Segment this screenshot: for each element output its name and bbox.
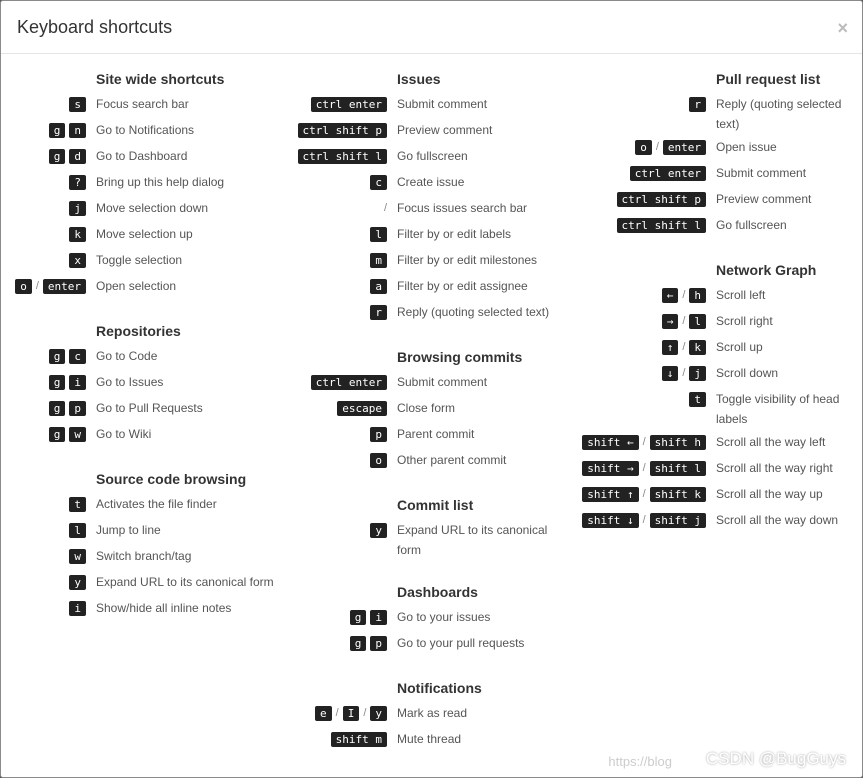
key-badge: i [370,610,387,625]
shortcut-keys [1,273,86,295]
shortcut-keys [1,221,86,243]
shortcut-keys [1,569,86,591]
shortcut-row [1,117,291,143]
key-badge: shift ↓ [582,513,638,528]
shortcut-description: Go to your issues [397,610,491,624]
shortcut-description: Scroll all the way left [716,435,826,449]
shortcut-keys [1,595,86,617]
key-badge: ctrl enter [630,166,706,181]
shortcut-section [291,582,581,656]
shortcut-keys [1,117,86,139]
key-badge: l [689,314,706,329]
shortcut-description: Focus issues search bar [397,201,528,215]
shortcut-description: Reply (quoting selected text) [397,305,550,319]
key-badge: shift m [331,732,387,747]
key-badge: p [370,427,387,442]
shortcut-row [581,481,862,507]
shortcut-description: Mark as read [397,706,468,720]
key-separator: / [383,202,387,214]
key-badge: l [69,523,86,538]
shortcut-keys [581,91,706,113]
key-badge: x [69,253,86,268]
key-badge: w [69,427,86,442]
shortcut-keys [581,386,706,408]
shortcut-row [291,273,581,299]
key-badge: I [343,706,360,721]
shortcut-description: Go to Issues [96,375,164,389]
shortcut-section [291,495,581,560]
key-badge: ← [662,288,679,303]
shortcut-keys [1,91,86,113]
key-badge: → [662,314,679,329]
key-badge: a [370,279,387,294]
key-badge: ctrl enter [311,97,387,112]
shortcut-row [291,630,581,656]
shortcut-keys [1,343,86,365]
watermark-faint: https://blog [608,754,672,769]
shortcut-description: Parent commit [397,427,475,441]
key-badge: shift l [650,461,706,476]
key-badge: e [315,706,332,721]
shortcut-keys [1,143,86,165]
shortcut-row [1,543,291,569]
key-badge: ctrl shift l [617,218,706,233]
shortcut-section [581,69,862,238]
shortcut-row [1,491,291,517]
shortcut-row [1,395,291,421]
shortcut-description: Filter by or edit milestones [397,253,538,267]
key-badge: t [69,497,86,512]
shortcut-keys [291,447,387,469]
shortcut-description: Scroll all the way up [716,487,823,501]
shortcut-description: Go to your pull requests [397,636,525,650]
key-separator: / [642,462,646,474]
shortcut-row [581,186,862,212]
key-badge: shift ↑ [582,487,638,502]
key-badge: escape [337,401,387,416]
shortcut-keys [581,134,706,156]
key-badge: shift h [650,435,706,450]
key-badge: enter [43,279,86,294]
key-badge: k [689,340,706,355]
shortcut-description: Scroll left [716,288,766,302]
shortcut-keys [291,169,387,191]
section-title: Repositories [96,323,181,339]
key-badge: ctrl enter [311,375,387,390]
shortcut-row [581,134,862,160]
key-badge: shift → [582,461,638,476]
key-badge: g [49,375,66,390]
shortcut-row [1,369,291,395]
modal-title: Keyboard shortcuts [17,17,173,37]
section-title: Browsing commits [397,349,523,365]
shortcut-description: Open selection [96,279,177,293]
key-badge: s [69,97,86,112]
key-badge: t [689,392,706,407]
section-title: Network Graph [716,262,817,278]
shortcut-row [291,299,581,325]
key-badge: h [689,288,706,303]
shortcut-row [291,447,581,473]
shortcut-description: Jump to line [96,523,161,537]
shortcut-description: Go fullscreen [397,149,468,163]
key-badge: r [689,97,706,112]
shortcut-keys [1,491,86,513]
shortcut-keys [581,160,706,182]
shortcut-description: Close form [397,401,456,415]
shortcut-description: Open issue [716,140,777,154]
shortcut-description: Show/hide all inline notes [96,601,232,615]
shortcut-description: Go to Notifications [96,123,195,137]
shortcut-row [581,334,862,360]
shortcut-keys [581,308,706,330]
shortcut-row [291,421,581,447]
key-badge: p [370,636,387,651]
section-title: Notifications [397,680,482,696]
shortcut-keys [581,282,706,304]
shortcut-row [1,221,291,247]
shortcut-keys [291,117,387,139]
shortcut-row [1,143,291,169]
shortcut-row [581,360,862,386]
shortcut-section [291,69,581,325]
key-badge: ctrl shift p [298,123,387,138]
key-separator: / [682,341,686,353]
key-separator: / [655,141,659,153]
shortcut-description: Submit comment [716,166,807,180]
shortcut-row [291,221,581,247]
shortcut-keys [1,247,86,269]
key-separator: / [682,289,686,301]
shortcut-keys [291,726,387,748]
key-badge: g [49,401,66,416]
shortcut-description: Move selection up [96,227,193,241]
shortcut-keys [291,421,387,443]
key-badge: g [49,149,66,164]
shortcut-row [581,386,862,429]
key-badge: ↓ [662,366,679,381]
shortcut-keys [291,604,387,626]
shortcut-row [291,395,581,421]
column-1 [1,69,291,621]
shortcut-description: Go to Wiki [96,427,152,441]
shortcut-keys [291,517,387,539]
shortcut-description: Reply (quoting selected text) [716,97,842,131]
section-title: Pull request list [716,71,821,87]
key-badge: i [69,375,86,390]
key-separator: / [35,280,39,292]
close-icon[interactable]: × [837,18,848,38]
shortcut-row [291,195,581,221]
key-badge: y [69,575,86,590]
shortcut-keys [1,195,86,217]
shortcut-description: Preview comment [397,123,493,137]
shortcut-description: Scroll up [716,340,763,354]
shortcut-keys [291,630,387,652]
shortcut-description: Scroll down [716,366,779,380]
shortcut-row [1,247,291,273]
shortcut-description: Toggle visibility of head labels [716,392,840,426]
key-badge: ctrl shift l [298,149,387,164]
key-badge: c [69,349,86,364]
key-badge: g [350,636,367,651]
shortcut-keys [581,455,706,477]
shortcut-row [581,455,862,481]
shortcut-row [1,195,291,221]
shortcut-keys [291,221,387,243]
key-badge: p [69,401,86,416]
key-badge: l [370,227,387,242]
key-badge: i [69,601,86,616]
shortcut-keys [581,186,706,208]
section-title: Issues [397,71,441,87]
shortcut-row [291,91,581,117]
key-badge: o [635,140,652,155]
shortcut-section [581,260,862,533]
shortcut-keys [1,543,86,565]
key-separator: / [335,707,339,719]
shortcut-description: Bring up this help dialog [96,175,225,189]
key-badge: shift j [650,513,706,528]
shortcut-description: Expand URL to its canonical form [96,575,274,589]
shortcut-description: Move selection down [96,201,209,215]
shortcut-description: Filter by or edit assignee [397,279,528,293]
shortcut-keys [1,517,86,539]
key-badge: j [69,201,86,216]
shortcut-keys [581,212,706,234]
shortcut-row [291,117,581,143]
shortcut-description: Filter by or edit labels [397,227,512,241]
key-badge: g [49,123,66,138]
shortcut-row [1,343,291,369]
shortcut-row [581,308,862,334]
shortcut-row [291,517,581,560]
shortcut-row [581,91,862,134]
shortcut-row [1,421,291,447]
key-badge: r [370,305,387,320]
shortcut-row [291,369,581,395]
key-badge: c [370,175,387,190]
shortcut-keys [291,247,387,269]
shortcut-row [291,247,581,273]
key-badge: g [49,349,66,364]
key-badge: y [370,523,387,538]
shortcut-section [291,347,581,473]
shortcut-section [1,69,291,299]
shortcut-keys [581,360,706,382]
key-separator: / [682,315,686,327]
key-badge: j [689,366,706,381]
key-badge: m [370,253,387,268]
key-badge: k [69,227,86,242]
shortcut-row [291,700,581,726]
shortcut-keys [581,507,706,529]
shortcut-row [1,169,291,195]
shortcut-description: Switch branch/tag [96,549,192,563]
key-badge: o [15,279,32,294]
shortcut-row [1,569,291,595]
shortcut-keys [1,421,86,443]
key-separator: / [642,514,646,526]
column-2 [291,69,581,752]
shortcut-keys [291,195,387,217]
shortcut-description: Create issue [397,175,465,189]
section-title: Source code browsing [96,471,247,487]
key-badge: shift k [650,487,706,502]
shortcut-row [291,169,581,195]
key-badge: o [370,453,387,468]
key-badge: d [69,149,86,164]
key-badge: y [370,706,387,721]
shortcut-description: Preview comment [716,192,812,206]
shortcut-row [291,143,581,169]
shortcut-keys [291,700,387,722]
shortcut-description: Focus search bar [96,97,189,111]
watermark: CSDN @BugGuys [705,749,846,768]
shortcut-keys [291,299,387,321]
shortcut-keys [581,334,706,356]
key-badge: n [69,123,86,138]
modal-header [1,1,862,54]
shortcut-keys [1,169,86,191]
shortcut-section [291,678,581,752]
shortcut-row [581,507,862,533]
shortcut-description: Go fullscreen [716,218,787,232]
shortcut-row [581,160,862,186]
key-badge: g [350,610,367,625]
shortcut-keys [291,91,387,113]
section-title: Dashboards [397,584,478,600]
key-badge: g [49,427,66,442]
shortcut-row [1,91,291,117]
shortcut-section [1,469,291,621]
shortcut-keys [291,369,387,391]
shortcut-keys [291,143,387,165]
key-separator: / [642,488,646,500]
shortcut-keys [1,369,86,391]
section-title: Commit list [397,497,474,513]
shortcut-keys [581,481,706,503]
shortcut-description: Toggle selection [96,253,183,267]
key-badge: ? [69,175,86,190]
shortcut-description: Submit comment [397,97,488,111]
key-separator: / [682,367,686,379]
shortcut-description: Submit comment [397,375,488,389]
shortcut-keys [291,395,387,417]
shortcut-description: Expand URL to its canonical form [397,523,548,557]
key-badge: shift ← [582,435,638,450]
shortcut-description: Go to Pull Requests [96,401,203,415]
shortcut-row [581,212,862,238]
shortcut-row [581,429,862,455]
shortcut-keys [291,273,387,295]
key-badge: enter [663,140,706,155]
shortcut-section [1,321,291,447]
shortcut-description: Go to Dashboard [96,149,188,163]
key-badge: w [69,549,86,564]
shortcut-row [291,604,581,630]
shortcut-row [1,595,291,621]
shortcut-row [1,273,291,299]
key-separator: / [363,707,367,719]
shortcut-description: Other parent commit [397,453,507,467]
shortcut-keys [1,395,86,417]
shortcut-row [291,726,581,752]
shortcut-description: Scroll all the way right [716,461,833,475]
shortcut-description: Scroll all the way down [716,513,839,527]
key-badge: ctrl shift p [617,192,706,207]
shortcut-keys [581,429,706,451]
section-title: Site wide shortcuts [96,71,225,87]
shortcut-description: Go to Code [96,349,158,363]
shortcut-description: Mute thread [397,732,462,746]
column-3 [581,69,862,533]
key-separator: / [642,436,646,448]
key-badge: ↑ [662,340,679,355]
shortcut-row [1,517,291,543]
shortcut-description: Scroll right [716,314,773,328]
shortcut-row [581,282,862,308]
shortcut-description: Activates the file finder [96,497,217,511]
